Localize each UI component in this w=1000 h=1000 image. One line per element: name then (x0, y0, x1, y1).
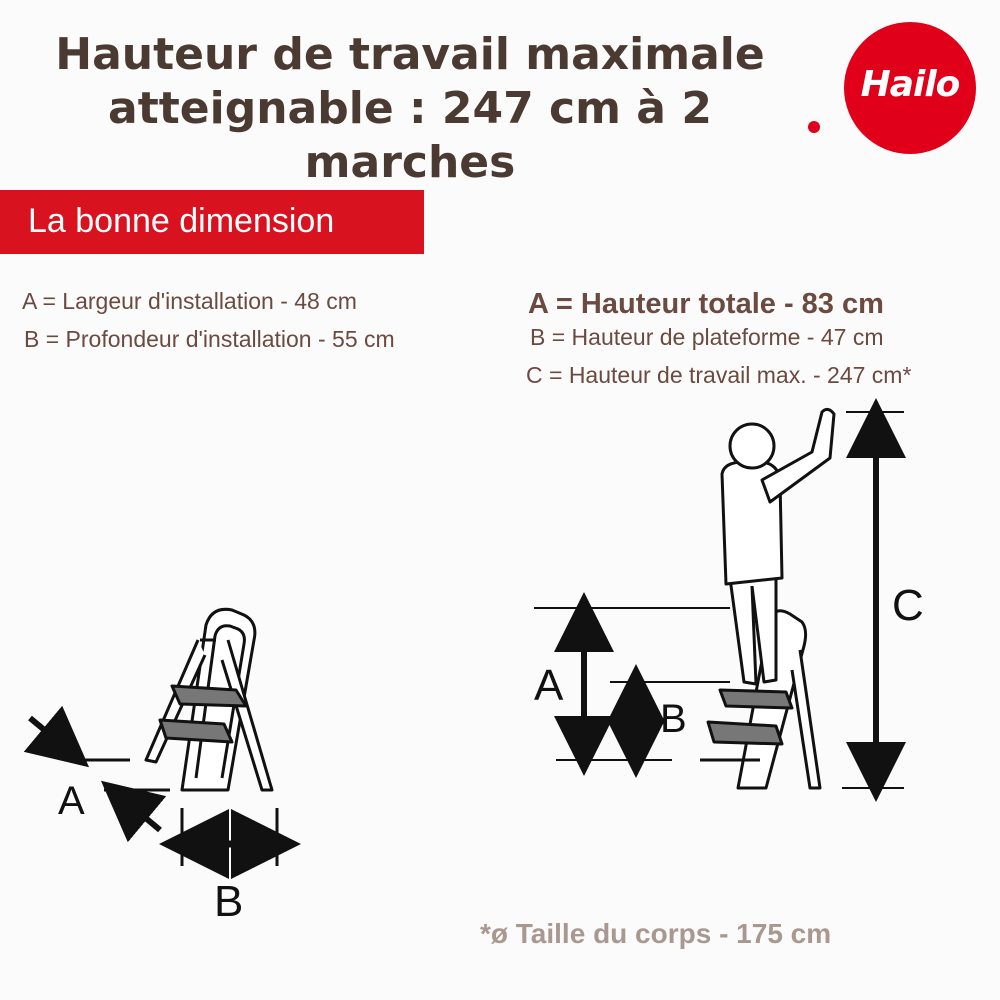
spec-installation-width: A = Largeur d'installation - 48 cm (22, 288, 357, 314)
left-label-b: B (214, 877, 244, 926)
footnote: *ø Taille du corps - 175 cm (480, 918, 832, 949)
right-label-c: C (892, 581, 924, 630)
headline-line-1: Hauteur de travail maximale (55, 29, 765, 80)
right-label-b: B (660, 697, 687, 741)
width-dimension-a (30, 718, 170, 830)
spec-total-height: A = Hauteur totale - 83 cm (528, 288, 884, 320)
headline-line-2: atteignable : 247 cm à 2 marches (108, 83, 712, 188)
spec-installation-depth: B = Profondeur d'installation - 55 cm (24, 326, 395, 352)
depth-dimension-b (182, 808, 277, 866)
spec-max-working-height: C = Hauteur de travail max. - 247 cm* (526, 362, 912, 388)
banner-label: La bonne dimension (28, 202, 335, 240)
spec-platform-height: B = Hauteur de plateforme - 47 cm (530, 324, 884, 350)
logo-text: Hailo (860, 64, 960, 105)
step-stool-left-icon (146, 609, 272, 790)
right-label-a: A (534, 661, 564, 710)
left-label-a: A (58, 779, 85, 823)
person-on-stool-icon (700, 409, 834, 788)
